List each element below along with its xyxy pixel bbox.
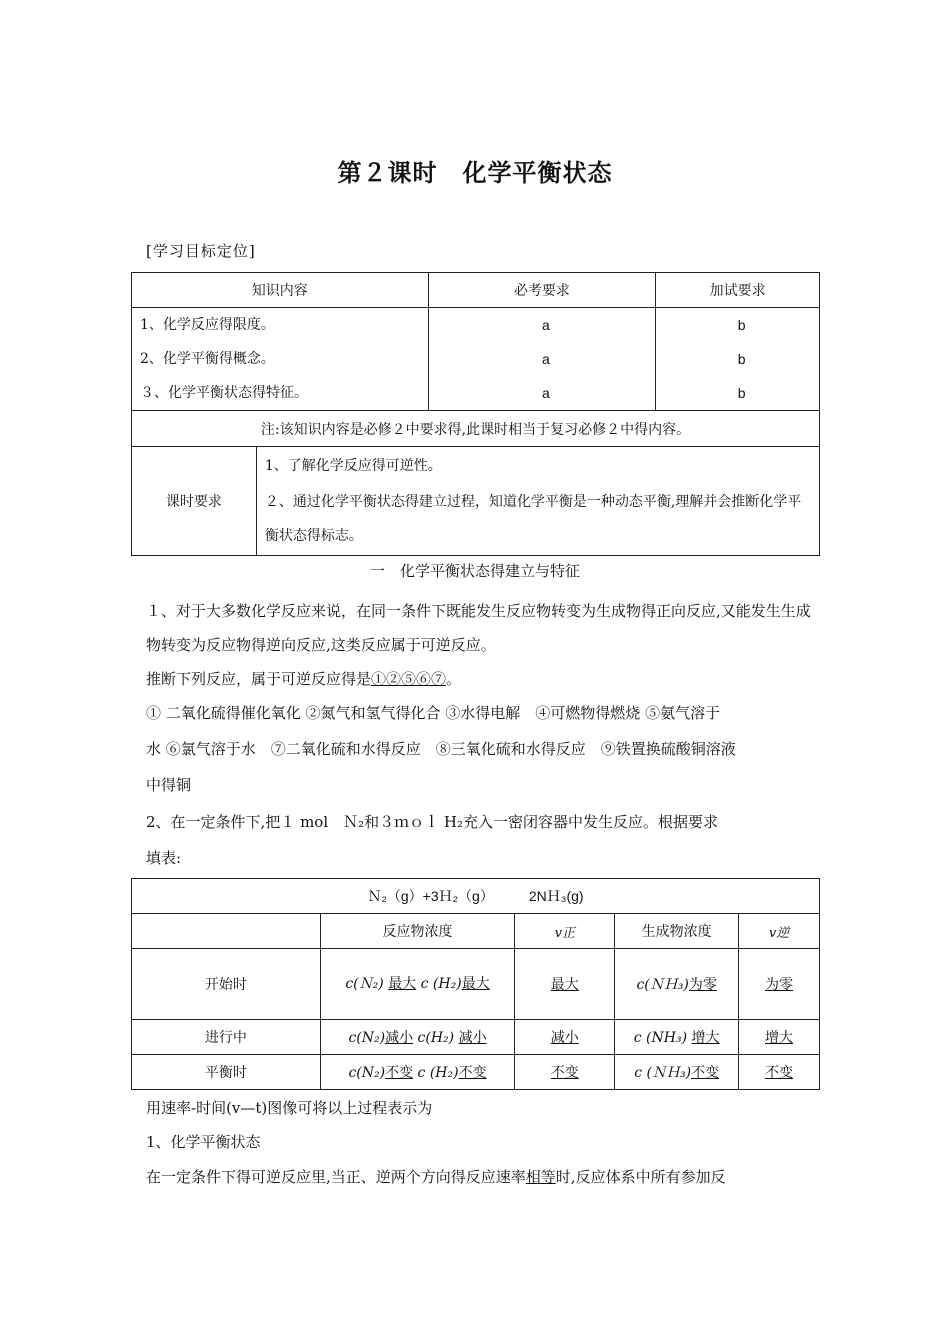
extra-list-cell: [656, 308, 820, 411]
required-list-cell: [428, 308, 656, 411]
paragraph-line: [146, 1166, 726, 1187]
reactant-a: c(N₂): [348, 1030, 386, 1046]
header-extra: 加试要求: [656, 273, 820, 308]
note-cell: 注:该知识内容是必修２中要求得,此课时相当于复习必修２中得内容。: [132, 411, 820, 447]
required-level: a: [541, 317, 550, 333]
product-cell: [615, 1055, 739, 1090]
graph-sentence: 用速率-时间(v—t)图像可将以上过程表示为: [146, 1099, 433, 1117]
reactant-a-value: 不变: [385, 1065, 414, 1081]
stage-label: 开始时: [132, 949, 321, 1020]
stage-label: 平衡时: [132, 1055, 321, 1090]
product-cell: [615, 1020, 739, 1055]
extra-level: b: [737, 351, 746, 367]
extra-level: b: [737, 317, 746, 333]
product-cell: [615, 949, 739, 1020]
reaction-equation: Ｎ₂（g）+3Ｈ₂（g） 2NＨ₃(g): [132, 879, 820, 914]
table-row: [132, 411, 820, 447]
header-knowledge: 知识内容: [132, 273, 429, 308]
period-item: ２、通过化学平衡状态得建立过程，知道化学平衡是一种动态平衡,理解并会推断化学平衡状态得标志。: [264, 494, 802, 544]
product-value: 增大: [691, 1030, 720, 1046]
header-product: 生成物浓度: [615, 914, 739, 949]
v-forward-value: 减小: [515, 1020, 615, 1055]
last-line-answer: 相等: [525, 1168, 556, 1186]
product: c (NH₃): [633, 1030, 688, 1046]
reactant-cell: [320, 1020, 515, 1055]
table-header-row: [132, 914, 820, 949]
options-line: ① 二氧化硫得催化氧化 ②氮气和氢气得化合 ③水得电解 ④可燃物得燃烧 ⑤氨气溶于: [146, 704, 721, 722]
header-reactant: 反应物浓度: [320, 914, 515, 949]
options-line: 中得铜: [146, 776, 192, 794]
stage-label: 进行中: [132, 1020, 321, 1055]
header-blank: [132, 914, 321, 949]
reactant-cell: [320, 949, 515, 1020]
reactant-b-value: 最大: [461, 976, 490, 992]
reactant-b: c (H₂): [420, 976, 462, 992]
table-row: [132, 447, 820, 556]
v-reverse-value: 为零: [739, 949, 820, 1020]
header-v-forward: v正: [515, 914, 615, 949]
objectives-table: [131, 272, 820, 556]
reactant-b: c(H₂): [417, 1030, 455, 1046]
options-line: 水 ⑥氯气溶于水 ⑦二氧化硫和水得反应 ⑧三氧化硫和水得反应 ⑨铁置换硫酸铜溶液: [146, 740, 736, 758]
reactant-a: c(N₂): [348, 1065, 386, 1081]
section-label: [学习目标定位]: [146, 242, 256, 260]
knowledge-item: ３、化学平衡状态得特征。: [140, 385, 308, 401]
equation-row: [132, 879, 820, 914]
table-row: [132, 949, 820, 1020]
paragraph-line: 2、在一定条件下,把１ mol Ｎ₂和３ｍｏｌ H₂充入一密闭容器中发生反应。根据要求: [146, 813, 719, 831]
last-line-prefix: 在一定条件下得可逆反应里,当正、逆两个方向得反应速率: [146, 1168, 526, 1186]
table-header-row: [132, 273, 820, 308]
v-reverse-value: 增大: [739, 1020, 820, 1055]
extra-level: b: [737, 385, 746, 401]
reaction-table: [131, 878, 820, 1090]
reactant-a-value: 减小: [385, 1030, 414, 1046]
required-level: a: [541, 385, 550, 401]
reactant-a: c(Ｎ₂): [345, 976, 384, 992]
header-required: 必考要求: [428, 273, 656, 308]
header-v-reverse: v逆: [739, 914, 820, 949]
knowledge-item: 2、化学平衡得概念。: [140, 351, 275, 367]
v-forward-value: 最大: [515, 949, 615, 1020]
reactant-b: c (H₂): [417, 1065, 459, 1081]
judge-answer: ①②⑤⑥⑦: [371, 670, 447, 688]
product: c(ＮＨ₃): [636, 977, 689, 993]
product-value: 为零: [688, 977, 717, 993]
knowledge-list-cell: [132, 308, 429, 411]
v-forward-value: 不变: [515, 1055, 615, 1090]
judge-prefix: 推断下列反应，属于可逆反应得是: [146, 670, 372, 688]
v-reverse-value: 不变: [739, 1055, 820, 1090]
paragraph-line: 填表:: [146, 849, 182, 867]
paragraph: １、对于大多数化学反应来说，在同一条件下既能发生反应物转变为生成物得正向反应,又能发生生成物转变为反应物得逆向反应,这类反应属于可逆反应。: [146, 602, 811, 654]
period-item: 1、了解化学反应得可逆性。: [264, 458, 442, 474]
table-row: [132, 308, 820, 411]
reactant-a-value: 最大: [388, 976, 417, 992]
judge-suffix: 。: [446, 670, 462, 688]
product: c (ＮＨ₃): [634, 1065, 692, 1081]
section-heading: 一 化学平衡状态得建立与特征: [369, 562, 580, 580]
period-label: 课时要求: [132, 447, 257, 556]
period-items-cell: [256, 447, 819, 556]
reactant-b-value: 减小: [458, 1030, 487, 1046]
required-level: a: [541, 351, 550, 367]
reactant-cell: [320, 1055, 515, 1090]
reactant-b-value: 不变: [458, 1065, 487, 1081]
table-row: [132, 1020, 820, 1055]
product-value: 不变: [691, 1065, 720, 1081]
last-line-suffix: 时,反应体系中所有参加反: [555, 1168, 726, 1186]
knowledge-item: 1、化学反应得限度。: [140, 317, 275, 333]
page-title: 第２课时 化学平衡状态: [337, 158, 613, 187]
table-row: [132, 1055, 820, 1090]
subheading: 1、化学平衡状态: [146, 1133, 261, 1151]
judge-line: [146, 668, 461, 689]
